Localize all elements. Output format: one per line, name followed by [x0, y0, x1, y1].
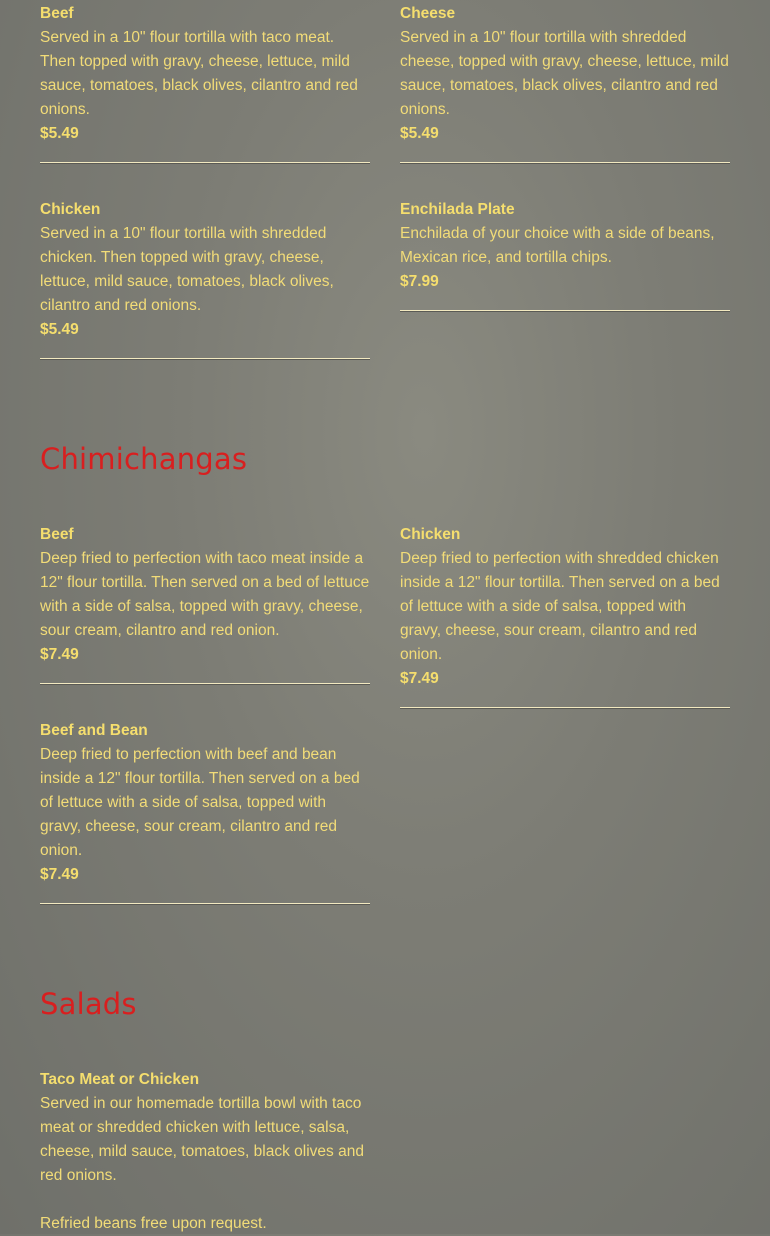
- item-name: Enchilada Plate: [400, 201, 515, 218]
- item-price: $7.49: [40, 646, 79, 663]
- item-price: $7.49: [40, 866, 79, 883]
- item-price: $5.49: [40, 125, 79, 142]
- item-description: Served in a 10" flour tortilla with shredded cheese, topped with gravy, cheese, lettuce, mild sauce, tomatoes, black olives, cilantro and red onions.: [400, 29, 729, 118]
- menu-item-beef-chimichanga: [40, 523, 370, 685]
- item-price: $7.49: [400, 670, 439, 687]
- item-name: Beef: [40, 526, 74, 543]
- menu-item-taco-salad: [40, 1068, 370, 1188]
- item-price: $7.99: [400, 273, 439, 290]
- divider: [400, 310, 730, 312]
- item-description: Served in our homemade tortilla bowl with taco meat or shredded chicken with lettuce, salsa, cheese, mild sauce, tomatoes, black olives and red onions.: [40, 1095, 364, 1184]
- item-description: Deep fried to perfection with shredded chicken inside a 12" flour tortilla. Then served on a bed of lettuce with a side of salsa, topped with gravy, cheese, sour cream, cilantro and red onion.: [400, 550, 720, 663]
- item-price: $5.49: [40, 321, 79, 338]
- salad-note: Refried beans free upon request.: [40, 1215, 267, 1232]
- divider: [40, 162, 370, 164]
- item-description: Served in a 10" flour tortilla with taco meat. Then topped with gravy, cheese, lettuce, mild sauce, tomatoes, black olives, cilantro and red onions.: [40, 29, 358, 118]
- menu-item-beef-taco: [40, 2, 370, 164]
- item-name: Taco Meat or Chicken: [40, 1071, 200, 1088]
- item-name: Chicken: [400, 526, 461, 543]
- section-title-chimichangas: Chimichangas: [40, 442, 248, 476]
- item-price: $5.49: [400, 125, 439, 142]
- item-name: Chicken: [40, 201, 101, 218]
- item-description: Served in a 10" flour tortilla with shredded chicken. Then topped with gravy, cheese, lettuce, mild sauce, tomatoes, black olives, cilantro and red onions.: [40, 225, 334, 314]
- divider: [40, 903, 370, 905]
- item-description: Enchilada of your choice with a side of beans, Mexican rice, and tortilla chips.: [400, 225, 715, 266]
- item-name: Beef and Bean: [40, 722, 148, 739]
- divider: [40, 358, 370, 360]
- menu-item-enchilada-plate: [400, 198, 730, 312]
- menu-item-chicken-chimichanga: [400, 523, 730, 709]
- item-name: Beef: [40, 5, 74, 22]
- item-name: Cheese: [400, 5, 456, 22]
- item-description: Deep fried to perfection with beef and bean inside a 12" flour tortilla. Then served on a bed of lettuce with a side of salsa, topped with gravy, cheese, sour cream, cilantro and red onion.: [40, 746, 360, 859]
- divider: [40, 683, 370, 685]
- item-description: Deep fried to perfection with taco meat inside a 12" flour tortilla. Then served on a bed of lettuce with a side of salsa, topped with gravy, cheese, sour cream, cilantro and red onion.: [40, 550, 370, 639]
- divider: [400, 707, 730, 709]
- section-title-salads: Salads: [40, 987, 137, 1021]
- menu-item-chicken-taco: [40, 198, 370, 360]
- divider: [400, 162, 730, 164]
- menu-item-beef-and-bean-chimichanga: [40, 719, 370, 905]
- menu-item-cheese-taco: [400, 2, 730, 164]
